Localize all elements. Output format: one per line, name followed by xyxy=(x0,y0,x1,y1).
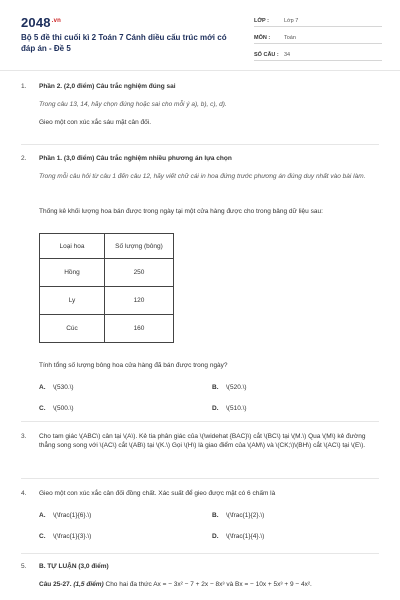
meta-label: MÔN : xyxy=(254,35,271,41)
meta-value: Toán xyxy=(284,35,296,41)
meta-value: Lớp 7 xyxy=(284,18,299,24)
table-cell: 120 xyxy=(105,287,174,315)
question-prompt: Tính tổng số lượng bông hoa cửa hàng đã bán được trong ngày? xyxy=(39,362,228,369)
option-b[interactable] xyxy=(212,383,247,392)
option-letter: A. xyxy=(39,384,46,391)
question-5 xyxy=(0,560,400,600)
option-text: \(\frac{1}{2}.\) xyxy=(226,512,265,519)
option-a[interactable] xyxy=(39,511,91,520)
question-text: Cho tam giác \(ABC\) cân tại \(A\). Kẻ tia phân giác của \(\widehat {BAC}\) cắt \(BC\) tại \(M.\) Qua \(M\) kẻ đường thẳng song song với \(AC\) cắt \(AB\) tại \(K.\) Gọi \(H\) là giao điểm của \(AM\) và \(CK;\)\(BH\) cắt \(AC\) tại \(E\). xyxy=(39,433,366,449)
question-heading: Phần 2. (2,0 điểm) Câu trắc nghiệm đúng sai xyxy=(39,83,176,90)
logo-suffix: .vn xyxy=(51,17,62,24)
option-letter: B. xyxy=(212,384,219,391)
table-header-cell: Số lượng (bông) xyxy=(105,234,174,259)
divider xyxy=(21,478,379,479)
question-number: 4. xyxy=(21,490,27,497)
question-points: (1,5 điểm) xyxy=(73,581,104,588)
option-text: \(530.\) xyxy=(53,384,74,391)
table-cell: Ly xyxy=(40,287,105,315)
option-b[interactable] xyxy=(212,511,264,520)
question-2 xyxy=(0,152,400,417)
table-row xyxy=(40,287,174,315)
table-cell: Cúc xyxy=(40,315,105,343)
option-a[interactable] xyxy=(39,383,74,392)
question-number: 2. xyxy=(21,155,27,162)
question-heading: Phần 1. (3,0 điểm) Câu trắc nghiệm nhiều phương án lựa chọn xyxy=(39,155,232,162)
question-number: 3. xyxy=(21,433,27,440)
exam-title: Bộ 5 đề thi cuối kì 2 Toán 7 Cánh diều cấu trúc mới có đáp án - Đề 5 xyxy=(21,33,227,53)
question-label: Câu 25-27. xyxy=(39,581,72,588)
option-letter: D. xyxy=(212,405,219,412)
meta-question-count xyxy=(254,46,382,61)
question-heading: B. TỰ LUẬN (3,0 điểm) xyxy=(39,563,109,570)
question-number: 1. xyxy=(21,83,27,90)
table-row xyxy=(40,315,174,343)
meta-label: LỚP : xyxy=(254,18,269,24)
meta-subject xyxy=(254,29,382,44)
question-body xyxy=(39,580,379,589)
table-cell: 250 xyxy=(105,259,174,287)
meta-label: SỐ CÂU : xyxy=(254,52,279,58)
option-letter: C. xyxy=(39,405,46,412)
option-text: \(\frac{1}{6}.\) xyxy=(53,512,92,519)
option-letter: B. xyxy=(212,512,219,519)
option-c[interactable] xyxy=(39,404,74,413)
option-d[interactable] xyxy=(212,532,264,541)
option-text: \(520.\) xyxy=(226,384,247,391)
meta-value: 34 xyxy=(284,52,291,58)
exam-meta xyxy=(254,12,382,63)
question-text: Cho hai đa thức Ax = − 3x² − 7 + 2x − 8x³ và Bx = − 10x + 5x³ + 9 − 4x². xyxy=(105,581,312,588)
option-text: \(\frac{1}{4}.\) xyxy=(226,533,265,540)
option-d[interactable] xyxy=(212,404,247,413)
logo-text: 2048 xyxy=(21,15,51,30)
question-text: Thống kê khối lượng hoa bán được trong ngày tại một cửa hàng được cho trong bảng dữ liệu sau: xyxy=(39,208,323,215)
table-cell: Hồng xyxy=(40,259,105,287)
site-logo[interactable] xyxy=(21,15,61,30)
divider xyxy=(21,421,379,422)
table-header-row xyxy=(40,234,174,259)
flower-table xyxy=(39,233,174,343)
option-letter: D. xyxy=(212,533,219,540)
option-letter: C. xyxy=(39,533,46,540)
question-number: 5. xyxy=(21,563,27,570)
divider xyxy=(21,144,379,145)
question-text: Gieo một con xúc xắc cân đối đồng chất. Xác suất để gieo được mặt có 6 chấm là xyxy=(39,490,276,497)
question-instruction: Trong mỗi câu hỏi từ câu 1 đến câu 12, hãy viết chữ cái in hoa đứng trước phương án đúng duy nhất vào bài làm. xyxy=(39,173,366,180)
option-text: \(500.\) xyxy=(53,405,74,412)
question-text: Gieo một con xúc xắc sáu mặt cân đối. xyxy=(39,119,151,126)
option-c[interactable] xyxy=(39,532,91,541)
divider xyxy=(21,553,379,554)
option-text: \(\frac{1}{3}.\) xyxy=(53,533,92,540)
table-row xyxy=(40,259,174,287)
option-letter: A. xyxy=(39,512,46,519)
table-cell: 160 xyxy=(105,315,174,343)
question-4 xyxy=(0,487,400,547)
question-3 xyxy=(0,430,400,470)
question-instruction: Trong câu 13, 14, hãy chọn đúng hoặc sai cho mỗi ý a), b), c), d). xyxy=(39,101,227,108)
option-text: \(510.\) xyxy=(226,405,247,412)
meta-class xyxy=(254,12,382,27)
table-header-cell: Loại hoa xyxy=(40,234,105,259)
question-1 xyxy=(0,80,400,140)
header xyxy=(0,0,400,71)
